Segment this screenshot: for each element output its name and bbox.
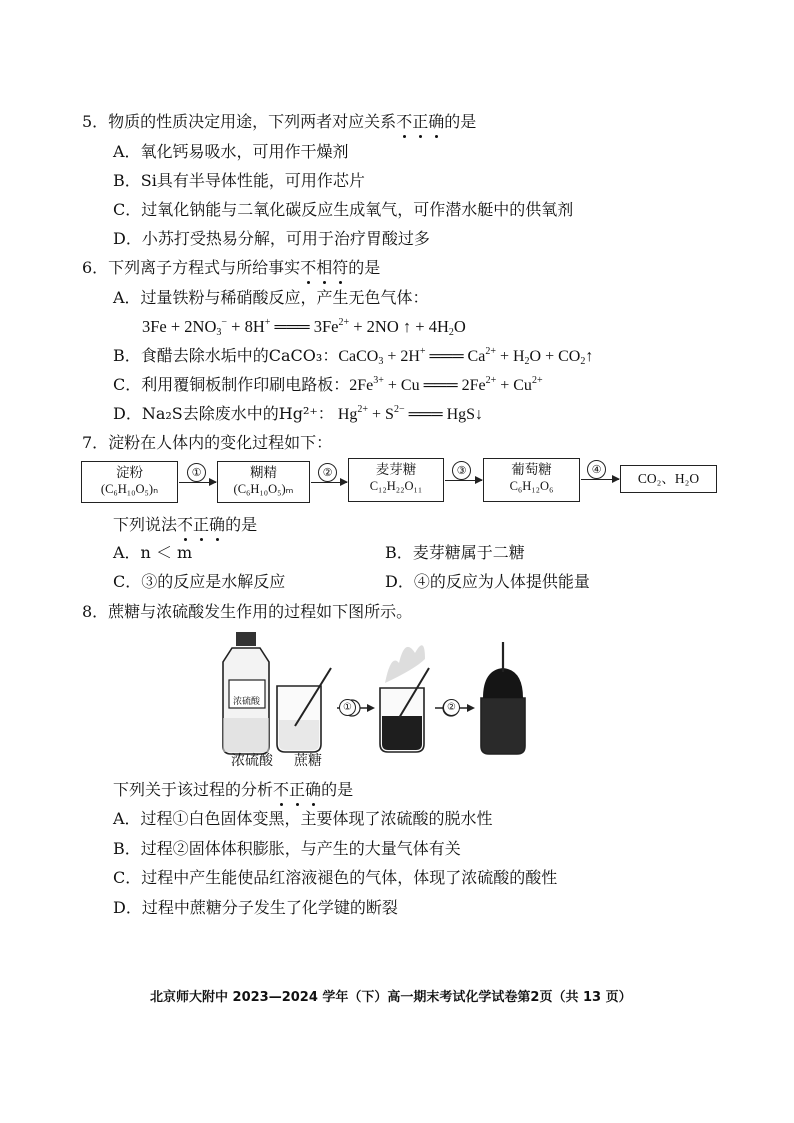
q5-stem: 5．物质的性质决定用途，下列两者对应关系不正确的是 xyxy=(82,112,477,131)
sucrose-experiment-illustration xyxy=(215,628,545,768)
emphasis-char: 不 xyxy=(273,780,290,799)
emphasis-char: 符 xyxy=(332,258,349,277)
chain-arrow-2 xyxy=(311,482,347,483)
chain-products-name: CO₂、H₂O xyxy=(637,471,700,486)
chain-box-dextrin xyxy=(217,461,310,503)
emphasis-char: 不 xyxy=(177,515,194,534)
q7-option-d: D．④的反应为人体提供能量 xyxy=(385,572,590,591)
q7-emphasis xyxy=(177,515,225,534)
chain-glucose-formula: C₆H₁₂O₆ xyxy=(509,479,554,493)
q5-option-a: A．氧化钙易吸水，可用作干燥剂 xyxy=(113,142,349,161)
q7-option-b: B．麦芽糖属于二糖 xyxy=(385,543,525,562)
q5-option-b: B．Si具有半导体性能，可用作芯片 xyxy=(113,171,365,190)
q8-substem: 下列关于该过程的分析不正确的是 xyxy=(113,780,354,799)
q8-option-a: A．过程①白色固体变黑，主要体现了浓硫酸的脱水性 xyxy=(113,809,493,828)
experiment-drawing xyxy=(215,628,545,768)
step-4-label: ④ xyxy=(587,460,606,479)
q6-option-b: B．食醋去除水垢中的CaCO₃：CaCO$_3$ + 2H+ ═══ $Ca^{2+} + H_2O$ + $CO_2↑$ xyxy=(113,346,594,367)
q5-option-d: D．小苏打受热易分解，可用于治疗胃酸过多 xyxy=(113,229,430,248)
emphasis-char: 不 xyxy=(396,112,413,131)
q8-step-2-label: ② xyxy=(443,699,460,716)
q7-option-c: C．③的反应是水解反应 xyxy=(113,572,286,591)
q6-option-d: D．Na₂S去除废水中的Hg²⁺： $Hg^{2+} + S^{2-}$ ═══ HgS↓ xyxy=(113,404,484,423)
emphasis-char: 正 xyxy=(193,515,210,534)
emphasis-char: 相 xyxy=(316,258,333,277)
q7-option-a: A．n ＜ m xyxy=(113,543,193,562)
q6-emphasis xyxy=(300,258,348,277)
q6-option-c: C．利用覆铜板制作印刷电路板：$2Fe^{3+} + Cu$ ═══ $2Fe^{2+} + Cu^{2+}$ xyxy=(113,375,543,394)
emphasis-char: 确 xyxy=(305,780,322,799)
blackened-beaker-icon xyxy=(380,645,429,752)
chain-arrow-4 xyxy=(581,479,619,480)
q8-emphasis xyxy=(273,780,321,799)
q7-stem: 7．淀粉在人体内的变化过程如下： xyxy=(82,433,333,452)
chain-dextrin-name: 糊精 xyxy=(250,465,277,480)
chain-box-glucose xyxy=(483,458,580,502)
emphasis-char: 不 xyxy=(300,258,317,277)
q8-stem: 8．蔗糖与浓硫酸发生作用的过程如下图所示。 xyxy=(82,602,413,621)
q6-stem: 6．下列离子方程式与所给事实不相符的是 xyxy=(82,258,381,277)
chain-maltose-formula: C₁₂H₂₂O₁₁ xyxy=(369,479,423,493)
q5-emphasis xyxy=(396,112,444,131)
caption-acid: 浓硫酸 xyxy=(231,753,273,769)
chain-box-products xyxy=(620,465,717,493)
chain-glucose-name: 葡萄糖 xyxy=(511,462,552,477)
q7-substem: 下列说法不正确的是 xyxy=(113,515,258,534)
chain-arrow-3 xyxy=(445,480,482,481)
chain-dextrin-formula: (C₆H₁₀O₅)ₘ xyxy=(233,482,294,496)
q8-step-1-label: ① xyxy=(339,699,356,716)
chain-starch-name: 淀粉 xyxy=(116,465,143,480)
step-3-label: ③ xyxy=(452,461,471,480)
chain-arrow-1 xyxy=(179,482,216,483)
step-1-label: ① xyxy=(187,463,206,482)
caption-sugar: 蔗糖 xyxy=(294,753,322,769)
q6-option-a: A．过量铁粉与稀硝酸反应，产生无色气体： xyxy=(113,288,429,307)
q8-option-c: C．过程中产生能使品红溶液褪色的气体，体现了浓硫酸的酸性 xyxy=(113,868,558,887)
chain-starch-formula: (C₆H₁₀O₅)ₙ xyxy=(100,482,159,496)
page-footer: 北京师大附中 2023—2024 学年（下）高一期末考试化学试卷第2页（共 13 页） xyxy=(150,990,632,1005)
step-2-label: ② xyxy=(318,463,337,482)
q8-option-b: B．过程②固体体积膨胀，与产生的大量气体有关 xyxy=(113,839,461,858)
q5-option-c: C．过氧化钠能与二氧化碳反应生成氧气，可作潜水艇中的供氧剂 xyxy=(113,200,574,219)
acid-bottle-icon xyxy=(223,632,269,754)
q8-option-d: D．过程中蔗糖分子发生了化学键的断裂 xyxy=(113,898,398,917)
emphasis-char: 确 xyxy=(209,515,226,534)
bottle-label: 浓硫酸 xyxy=(233,697,261,707)
q6-equation-a: $3Fe + 2NO_3^- + 8H^+$ ═══ $3Fe^{2+} + 2NO$ ↑ + $4H_2O$ xyxy=(142,317,466,338)
chain-box-maltose xyxy=(348,458,444,502)
emphasis-char: 正 xyxy=(412,112,429,131)
chain-maltose-name: 麦芽糖 xyxy=(375,462,417,477)
emphasis-char: 确 xyxy=(428,112,445,131)
sugar-beaker-icon xyxy=(277,668,331,752)
expanded-carbon-beaker-icon xyxy=(481,642,525,754)
chain-box-starch xyxy=(81,461,178,503)
emphasis-char: 正 xyxy=(289,780,306,799)
